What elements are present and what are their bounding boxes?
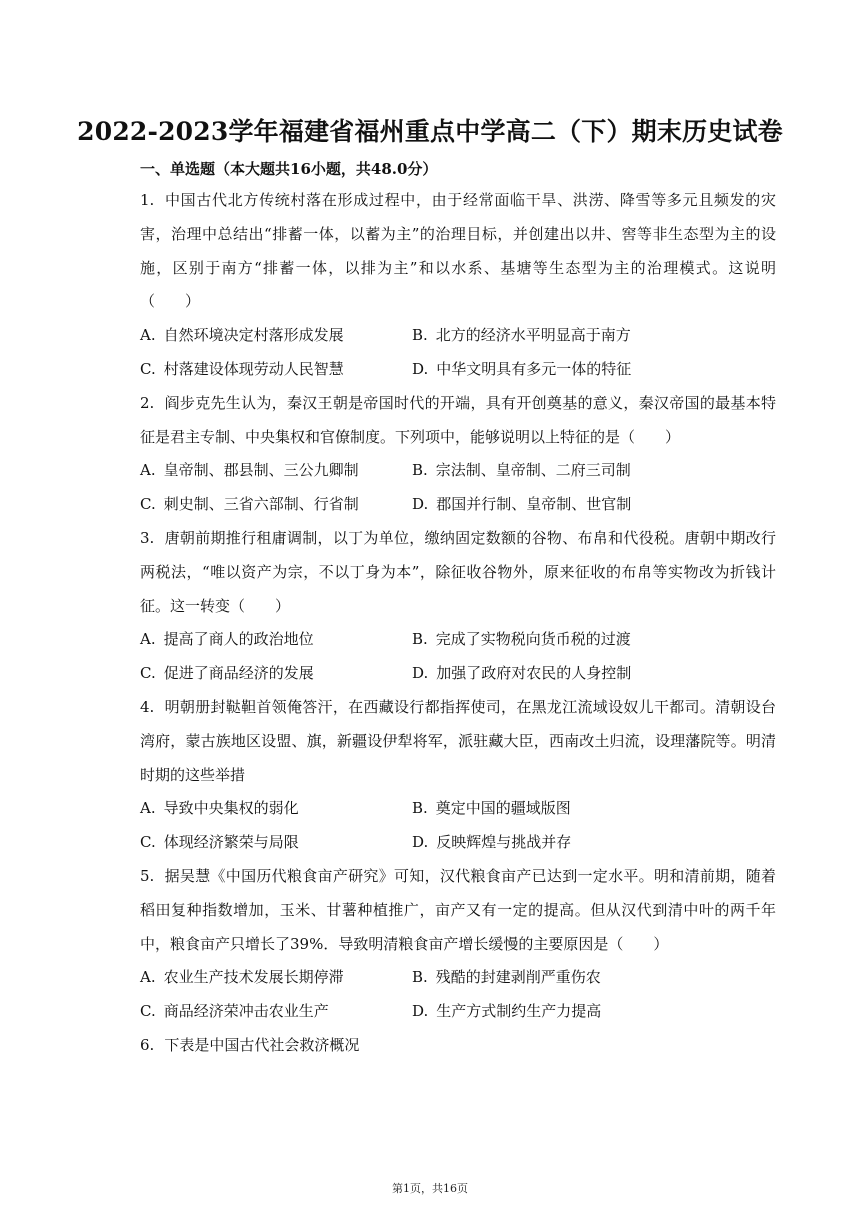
option-label: A. bbox=[140, 461, 156, 480]
option-text: 自然环境决定村落形成发展 bbox=[163, 326, 344, 345]
option-a bbox=[140, 961, 412, 995]
option-text: 体现经济繁荣与局限 bbox=[163, 833, 299, 852]
option-c bbox=[140, 657, 412, 691]
option-label: D. bbox=[412, 495, 429, 514]
option-b bbox=[412, 961, 684, 995]
option-text: 商品经济荣冲击农业生产 bbox=[163, 1002, 329, 1021]
option-text: 导致中央集权的弱化 bbox=[163, 799, 299, 818]
question-number: 3. bbox=[140, 528, 155, 547]
question-list bbox=[140, 184, 776, 1063]
option-text: 完成了实物税向货币税的过渡 bbox=[435, 630, 631, 649]
option-label: A. bbox=[140, 799, 156, 818]
option-label: D. bbox=[412, 359, 429, 378]
question-stem: 下表是中国古代社会救济概况 bbox=[164, 1035, 360, 1054]
option-a bbox=[140, 454, 412, 488]
option-row bbox=[140, 319, 776, 353]
option-a bbox=[140, 792, 412, 826]
question-number: 4. bbox=[140, 697, 155, 716]
question-3 bbox=[140, 522, 776, 623]
option-label: C. bbox=[140, 1002, 156, 1021]
option-text: 皇帝制、郡县制、三公九卿制 bbox=[163, 461, 359, 480]
option-c bbox=[140, 488, 412, 522]
option-c bbox=[140, 826, 412, 860]
question-1 bbox=[140, 184, 776, 319]
option-row bbox=[140, 454, 776, 488]
option-b bbox=[412, 454, 684, 488]
option-label: C. bbox=[140, 664, 156, 683]
question-6 bbox=[140, 1029, 776, 1063]
question-number: 1. bbox=[140, 191, 155, 209]
question-number: 6. bbox=[140, 1035, 155, 1054]
option-label: C. bbox=[140, 495, 156, 514]
option-row bbox=[140, 488, 776, 522]
option-d bbox=[412, 826, 684, 860]
option-text: 生产方式制约生产力提高 bbox=[436, 1002, 602, 1021]
question-number: 5. bbox=[140, 866, 155, 885]
question-stem: 明朝册封鞑靼首领俺答汗，在西藏设行都指挥使司，在黑龙江流域设奴儿干都司。清朝设台湾府，蒙古族地区设盟、旗，新疆设伊犁将军，派驻藏大臣，西南改土归流，设理藩院等。明清时期的这些举措 bbox=[140, 697, 776, 784]
option-label: D. bbox=[412, 833, 429, 852]
page-footer: 第1页，共16页 bbox=[392, 1182, 468, 1195]
option-d bbox=[412, 488, 684, 522]
question-5 bbox=[140, 860, 776, 961]
option-text: 提高了商人的政治地位 bbox=[163, 630, 314, 649]
question-number: 2. bbox=[140, 393, 155, 412]
option-label: D. bbox=[412, 1002, 429, 1021]
option-row bbox=[140, 826, 776, 860]
option-text: 奠定中国的疆域版图 bbox=[435, 799, 571, 818]
option-label: A. bbox=[140, 968, 156, 987]
option-text: 北方的经济水平明显高于南方 bbox=[435, 326, 631, 345]
option-b bbox=[412, 792, 684, 826]
section-heading: 一、单选题（本大题共16小题，共48.0分） bbox=[140, 160, 438, 178]
option-b bbox=[412, 623, 684, 657]
question-stem: 阎步克先生认为，秦汉王朝是帝国时代的开端，具有开创奠基的意义，秦汉帝国的最基本特征是君主专制、中央集权和官僚制度。下列项中，能够说明以上特征的是（ ） bbox=[140, 393, 776, 446]
question-2 bbox=[140, 387, 776, 455]
option-label: A. bbox=[140, 326, 156, 345]
option-text: 宗法制、皇帝制、二府三司制 bbox=[435, 461, 631, 480]
option-text: 加强了政府对农民的人身控制 bbox=[436, 664, 632, 683]
option-text: 村落建设体现劳动人民智慧 bbox=[163, 359, 344, 378]
option-row bbox=[140, 961, 776, 995]
option-d bbox=[412, 353, 684, 387]
option-c bbox=[140, 995, 412, 1029]
option-row bbox=[140, 623, 776, 657]
question-4 bbox=[140, 691, 776, 792]
option-text: 农业生产技术发展长期停滞 bbox=[163, 968, 344, 987]
option-label: B. bbox=[412, 461, 428, 480]
question-stem: 中国古代北方传统村落在形成过程中，由于经常面临干旱、洪涝、降雪等多元且频发的灾害，治理中总结出“排蓄一体，以蓄为主”的治理目标，并创建出以井、窖等非生态型为主的设施，区别于南方“排蓄一体，以排为主”和以水系、基塘等生态型为主的治理模式。这说明（ ） bbox=[140, 191, 776, 311]
option-row bbox=[140, 792, 776, 826]
option-text: 郡国并行制、皇帝制、世官制 bbox=[436, 495, 632, 514]
option-text: 中华文明具有多元一体的特征 bbox=[436, 359, 632, 378]
option-a bbox=[140, 319, 412, 353]
option-row bbox=[140, 995, 776, 1029]
option-a bbox=[140, 623, 412, 657]
question-stem: 唐朝前期推行租庸调制，以丁为单位，缴纳固定数额的谷物、布帛和代役税。唐朝中期改行两税法，“唯以资产为宗，不以丁身为本”，除征收谷物外，原来征收的布帛等实物改为折钱计征。这一转变（ ） bbox=[140, 528, 776, 615]
option-text: 反映辉煌与挑战并存 bbox=[436, 833, 572, 852]
option-d bbox=[412, 657, 684, 691]
option-row bbox=[140, 657, 776, 691]
option-text: 残酷的封建剥削严重伤农 bbox=[435, 968, 601, 987]
option-label: A. bbox=[140, 630, 156, 649]
option-c bbox=[140, 353, 412, 387]
option-label: C. bbox=[140, 359, 156, 378]
option-label: B. bbox=[412, 326, 428, 345]
option-label: C. bbox=[140, 833, 156, 852]
exam-title: 2022-2023学年福建省福州重点中学高二（下）期末历史试卷 bbox=[77, 117, 783, 146]
option-text: 刺史制、三省六部制、行省制 bbox=[163, 495, 359, 514]
option-label: B. bbox=[412, 630, 428, 649]
option-b bbox=[412, 319, 684, 353]
option-d bbox=[412, 995, 684, 1029]
option-label: D. bbox=[412, 664, 429, 683]
option-label: B. bbox=[412, 968, 428, 987]
option-row bbox=[140, 353, 776, 387]
option-label: B. bbox=[412, 799, 428, 818]
question-stem: 据吴慧《中国历代粮食亩产研究》可知，汉代粮食亩产已达到一定水平。明和清前期，随着稻田复种指数增加，玉米、甘薯种植推广，亩产又有一定的提高。但从汉代到清中叶的两千年中，粮食亩产只增长了39%．导致明清粮食亩产增长缓慢的主要原因是（ ） bbox=[140, 866, 776, 953]
option-text: 促进了商品经济的发展 bbox=[163, 664, 314, 683]
